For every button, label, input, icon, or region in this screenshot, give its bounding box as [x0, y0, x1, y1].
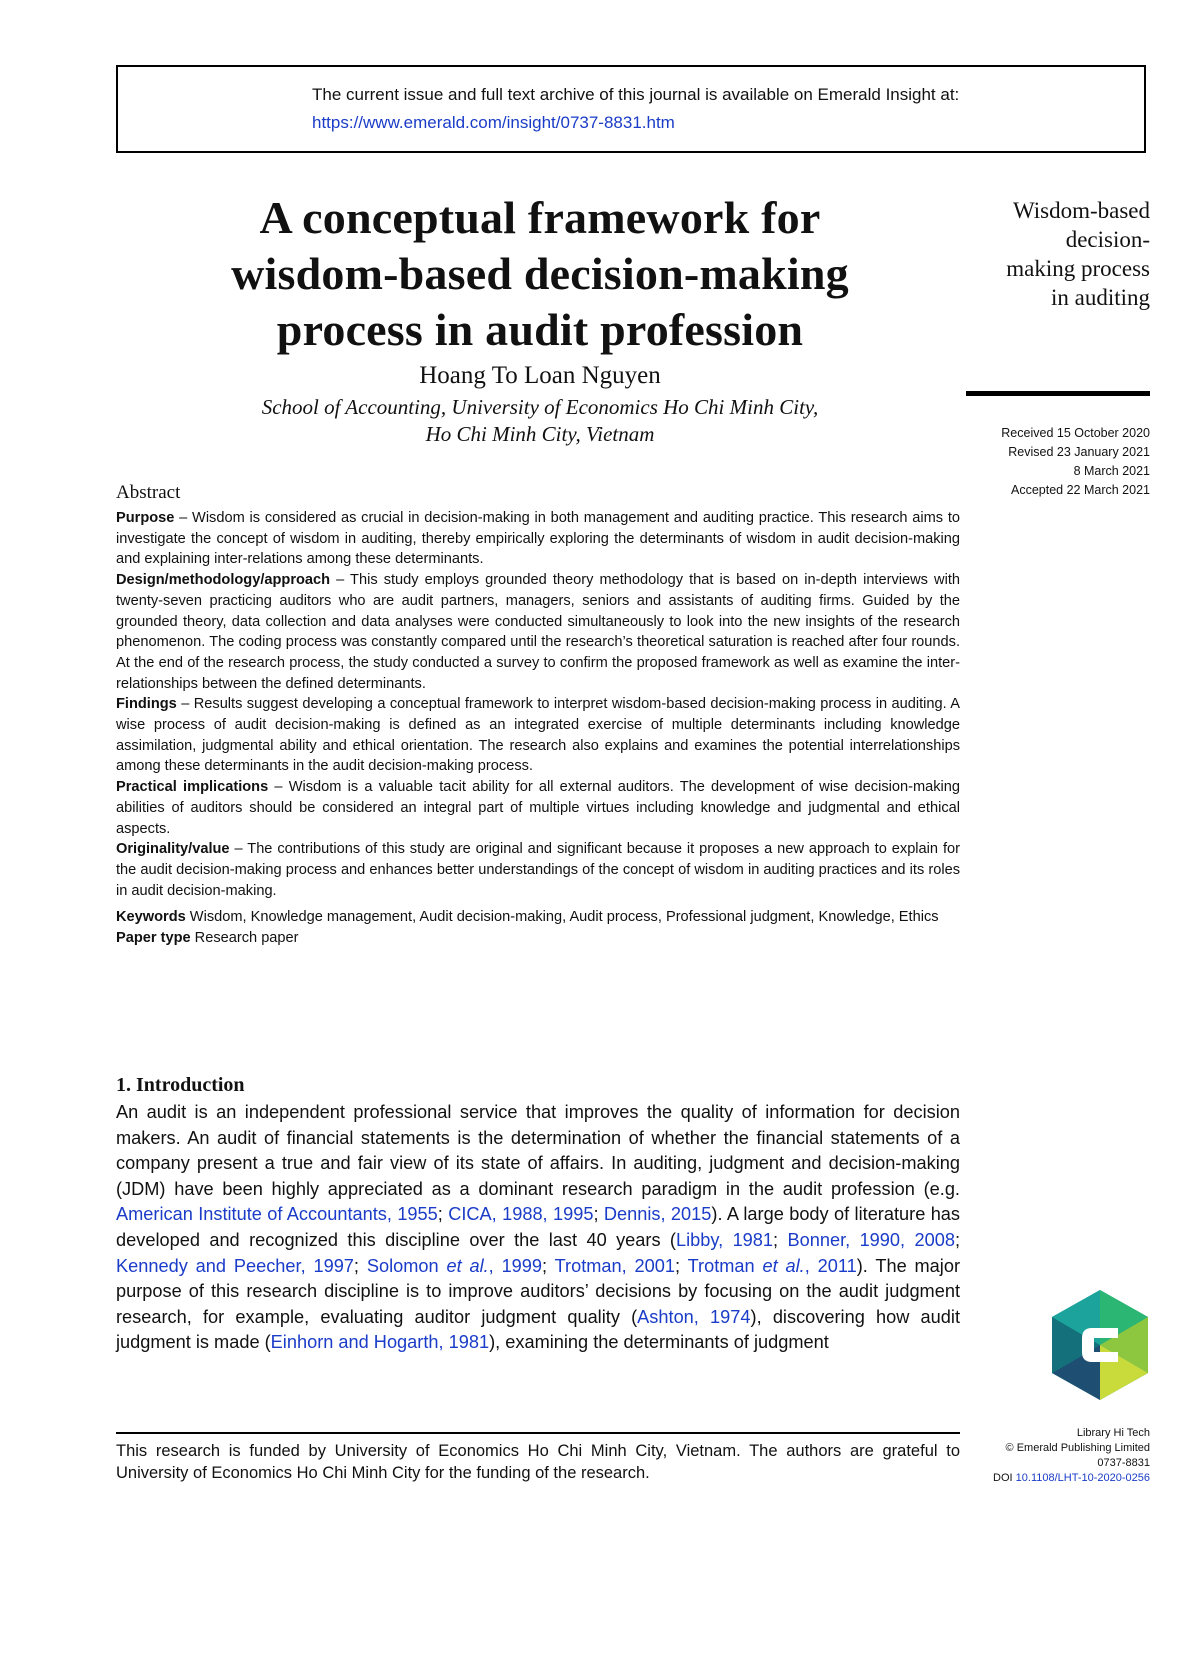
citation-link[interactable]: Kennedy and Peecher, 1997: [116, 1255, 354, 1276]
citation-etal: et al.: [762, 1255, 805, 1276]
affiliation-line-2: Ho Chi Minh City, Vietnam: [425, 422, 655, 446]
date-revised-2: 8 March 2021: [1073, 464, 1150, 478]
emerald-publishing-logo-icon: [1052, 1290, 1148, 1400]
citation-author: Trotman: [687, 1255, 763, 1276]
footnote-divider: [116, 1432, 960, 1434]
citation-year: , 2011: [804, 1255, 857, 1276]
journal-url-link[interactable]: https://www.emerald.com/insight/0737-8831.htm: [312, 113, 675, 132]
running-title-line: making process: [1006, 256, 1150, 281]
abstract-findings: [116, 694, 960, 777]
intro-text: ), discovering how audit judgment is made (: [116, 1306, 960, 1353]
findings-label: Findings: [116, 696, 177, 713]
practical-text: – Wisdom is a valuable tacit ability for all external auditors. The development of wise decision-making abilities of auditors should be considered an integral part of multiple virtues including knowledge and judgmental and ethical aspects.: [116, 779, 960, 837]
citation-link[interactable]: [688, 1256, 857, 1276]
paper-title: [116, 190, 964, 358]
abstract-design: [116, 570, 960, 694]
sidebar-divider: [966, 391, 1150, 396]
citation-link[interactable]: Bonner, 1990, 2008: [787, 1229, 955, 1250]
abstract-section: [116, 482, 960, 949]
intro-separator: ;: [542, 1255, 555, 1276]
journal-doi: [966, 1471, 1150, 1486]
citation-author: Solomon: [366, 1255, 447, 1276]
journal-name: Library Hi Tech: [1076, 1427, 1150, 1439]
abstract-heading: Abstract: [116, 482, 181, 503]
date-received: Received 15 October 2020: [1001, 426, 1150, 440]
keywords-label: Keywords: [116, 909, 186, 926]
design-label: Design/methodology/approach: [116, 572, 331, 589]
publication-dates: [966, 424, 1150, 500]
citation-link[interactable]: Dennis, 2015: [603, 1204, 712, 1225]
title-line-1: A conceptual framework for: [259, 192, 821, 243]
journal-issn: 0737-8831: [1097, 1457, 1150, 1469]
intro-separator: ;: [593, 1204, 604, 1225]
paper-type: [116, 928, 960, 949]
citation-link[interactable]: Libby, 1981: [676, 1229, 774, 1250]
abstract-originality: [116, 839, 960, 901]
author-affiliation: [116, 394, 964, 448]
design-text: – This study employs grounded theory methodology that is based on in-depth interviews with twenty-seven practicing auditors who are audit partners, managers, seniors and assistants of auditing firms. Guided by the grounded theory, data collection and data analyses were conducted simultaneously to look into the new insights of the research phenomenon. The coding process was constantly compared until the research’s theoretical saturation is reached after four rounds. At the end of the research process, the study conducted a survey to confirm the proposed framework as well as examine the inter-relationships between the defined determinants.: [116, 572, 960, 692]
section-heading-introduction: 1. Introduction: [116, 1074, 245, 1096]
date-accepted: Accepted 22 March 2021: [1011, 483, 1150, 497]
date-revised: Revised 23 January 2021: [1008, 445, 1150, 459]
journal-availability-notice: [116, 65, 1146, 153]
purpose-label: Purpose: [116, 510, 175, 526]
title-line-2: wisdom-based decision-making: [231, 248, 849, 299]
citation-link[interactable]: CICA, 1988, 1995: [448, 1204, 594, 1225]
practical-label: Practical implications: [116, 779, 269, 796]
running-title-line: in auditing: [1050, 285, 1150, 310]
author-name: Hoang To Loan Nguyen: [419, 362, 661, 389]
papertype-label: Paper type: [116, 930, 191, 947]
papertype-text: Research paper: [190, 930, 299, 947]
title-line-3: process in audit profession: [276, 304, 804, 355]
abstract-purpose: [116, 508, 960, 570]
intro-text: ), examining the determinants of judgment: [489, 1332, 829, 1353]
originality-text: – The contributions of this study are original and significant because it proposes a new approach to explain for the audit decision-making process and enhances better understandings of the concept of wisdom in auditing practices and its roles in audit decision-making.: [116, 841, 960, 899]
citation-link[interactable]: Einhorn and Hogarth, 1981: [270, 1332, 490, 1353]
journal-info: [966, 1426, 1150, 1486]
abstract-practical: [116, 777, 960, 839]
citation-etal: et al.: [446, 1255, 489, 1276]
funding-footnote: This research is funded by University of Economics Ho Chi Minh City, Vietnam. The authors are grateful to University of Economics Ho Chi Minh City for the funding of the research.: [116, 1442, 960, 1482]
intro-separator: ;: [437, 1204, 449, 1225]
citation-link[interactable]: [367, 1256, 542, 1276]
doi-link[interactable]: 10.1108/LHT-10-2020-0256: [1015, 1472, 1150, 1484]
running-title-line: Wisdom-based: [1012, 198, 1150, 223]
affiliation-line-1: School of Accounting, University of Economics Ho Chi Minh City,: [261, 395, 819, 419]
introduction-paragraph: [116, 1100, 960, 1356]
intro-text: An audit is an independent professional service that improves the quality of information for decision makers. An audit of financial statements is the determination of whether the financial statements of a company present a true and fair view of its state of affairs. In auditing, judgment and decision-making (JDM) have been highly appreciated as a dominant research paradigm in the audit profession (e.g.: [116, 1102, 960, 1199]
citation-link[interactable]: Ashton, 1974: [637, 1306, 751, 1327]
doi-label: DOI: [993, 1472, 1016, 1484]
keywords-text: Wisdom, Knowledge management, Audit decision-making, Audit process, Professional judgment, Knowledge, Ethics: [185, 909, 939, 926]
running-title-line: decision-: [1065, 227, 1150, 252]
intro-text: ). The major purpose of this research discipline is to improve auditors’ decisions by focusing on the audit judgment research, for example, evaluating auditor judgment quality (: [116, 1255, 961, 1327]
citation-year: , 1999: [488, 1255, 543, 1276]
keywords: [116, 907, 960, 928]
intro-separator: ;: [954, 1229, 960, 1250]
intro-separator: ;: [675, 1255, 688, 1276]
originality-label: Originality/value: [116, 841, 230, 858]
purpose-text: – Wisdom is considered as crucial in decision-making in both management and auditing practice. This research aims to investigate the concept of wisdom in auditing, thereby empirically exploring the determinants of wisdom in audit decision-making and explaining inter-relations among these determinants.: [116, 510, 960, 568]
running-title: [966, 196, 1150, 312]
intro-separator: ;: [353, 1255, 367, 1276]
intro-text: ). A large body of literature has developed and recognized this discipline over the last 40 years (: [116, 1204, 961, 1250]
intro-separator: ;: [773, 1229, 788, 1250]
notice-text: The current issue and full text archive of this journal is available on Emerald Insight at:: [312, 85, 960, 104]
findings-text: – Results suggest developing a conceptual framework to interpret wisdom-based decision-making process in auditing. A wise process of audit decision-making is defined as an integrated exercise of multiple determinants including knowledge assimilation, judgmental ability and ethical orientation. The research also explains and examines the potential interrelationships among these determinants in the audit decision-making process.: [116, 696, 960, 775]
citation-link[interactable]: Trotman, 2001: [554, 1255, 676, 1276]
citation-link[interactable]: American Institute of Accountants, 1955: [116, 1204, 438, 1225]
journal-publisher: © Emerald Publishing Limited: [1005, 1442, 1150, 1454]
